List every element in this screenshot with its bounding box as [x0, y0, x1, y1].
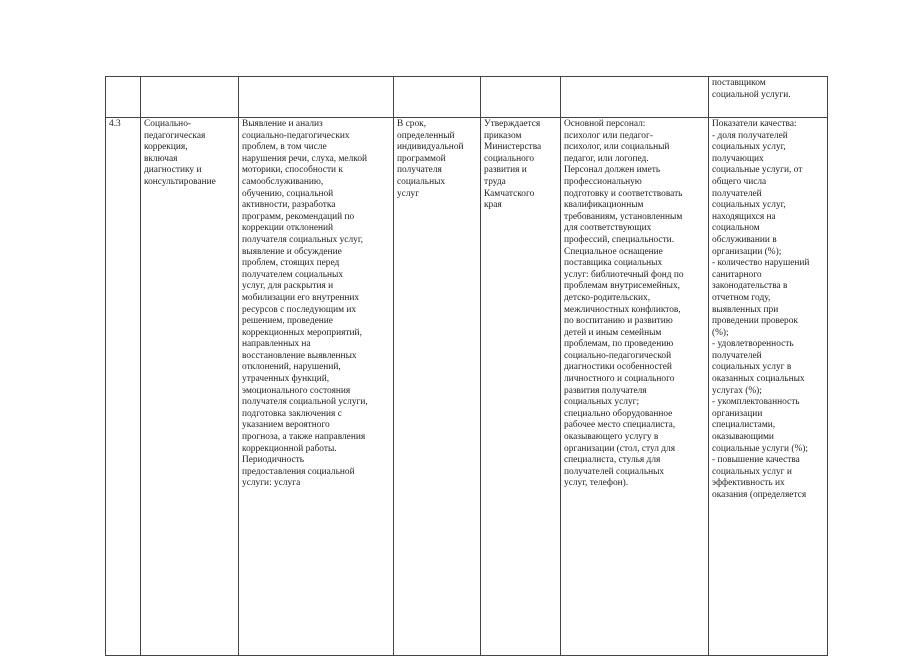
text-line: Показатели качества:	[712, 119, 797, 129]
text-line: организации	[712, 408, 763, 419]
text-line: получателя	[397, 165, 442, 176]
service-name-cell	[141, 118, 239, 656]
cell-lines	[564, 119, 705, 490]
text-line: детско-родительских,	[564, 292, 651, 303]
text-line: В срок,	[397, 119, 427, 129]
text-line: нарушения речи, слуха, мелкой	[242, 153, 368, 164]
text-line: включая	[144, 153, 178, 164]
text-line: - количество нарушений	[712, 258, 810, 269]
text-line: Утверждается	[484, 119, 541, 129]
cell-lines	[484, 119, 557, 212]
text-line: приказом	[484, 130, 522, 141]
text-line: социальных услуг в	[712, 362, 792, 373]
text-line: профессий, специальности.	[564, 234, 675, 245]
text-line: получателей	[712, 350, 762, 361]
text-line: рабочее место специалиста,	[564, 420, 676, 431]
text-line: получателя социальных услуг,	[242, 234, 363, 245]
text-line: услугах (%);	[712, 385, 762, 396]
cell-lines	[144, 119, 235, 189]
text-line: социальных услуг,	[712, 142, 786, 153]
cell-empty	[141, 77, 239, 118]
text-line: проблем, в том числе	[242, 142, 327, 153]
text-line: психолог, или социальный	[564, 142, 670, 153]
text-line: подготовка заключения с	[242, 408, 342, 419]
text-line: профессиональную	[564, 176, 642, 187]
text-line: коррекция,	[144, 142, 188, 153]
text-line: утраченных функций,	[242, 374, 330, 385]
text-line: активности, разработка	[242, 200, 336, 211]
text-line: специалистами,	[712, 420, 776, 431]
text-line: социальных услуг,	[712, 200, 786, 211]
cell-empty	[239, 77, 394, 118]
text-line: коррекционных мероприятий,	[242, 327, 362, 338]
text-line: - удовлетворенность	[712, 339, 794, 350]
text-line: поставщика социальных	[564, 258, 663, 269]
text-line: края	[484, 200, 502, 211]
service-description-cell	[239, 118, 394, 656]
text-line: Социально-	[144, 119, 191, 129]
text-line: Камчатского	[484, 188, 535, 199]
text-line: проблемам внутрисемейных,	[564, 281, 681, 292]
cell-quality-continued	[709, 77, 828, 118]
text-line: социальной услуги.	[712, 89, 791, 100]
text-line: проблемам, по проведению	[564, 339, 674, 350]
text-line: прогноза, а также направления	[242, 432, 366, 443]
text-line: диагностики особенностей	[564, 362, 672, 373]
text-line: услуг, для раскрытия и	[242, 281, 334, 292]
text-line: поставщиком	[712, 78, 766, 88]
text-line: получателя социальной услуги,	[242, 397, 368, 408]
text-line: проблем, стоящих перед	[242, 258, 340, 269]
text-line: ресурсов с последующим их	[242, 304, 357, 315]
cell-lines	[242, 119, 390, 490]
text-line: коррекции отклонений	[242, 223, 334, 234]
cell-lines	[397, 119, 477, 200]
text-line: обслуживании в	[712, 234, 777, 245]
text-line: организации (стол, стул для	[564, 443, 676, 454]
text-line: оказанных социальных	[712, 374, 805, 385]
text-line: социального	[484, 153, 535, 164]
text-line: индивидуальной	[397, 142, 464, 153]
text-line: предоставления социальной	[242, 466, 355, 477]
text-line: самообслуживанию,	[242, 176, 324, 187]
text-line: Основной персонал:	[564, 119, 646, 129]
text-line: квалификационным	[564, 200, 644, 211]
text-line: отклонений, нарушений,	[242, 362, 341, 373]
text-line: коррекционной работы.	[242, 443, 337, 454]
text-line: социально-педагогической	[564, 350, 672, 361]
text-line: мобилизации его внутренних	[242, 292, 360, 303]
text-line: специально оборудованное	[564, 408, 673, 419]
text-line: обучению, социальной	[242, 188, 334, 199]
text-line: развития и	[484, 165, 527, 176]
text-line: решением, проведение	[242, 316, 333, 327]
text-line: находящихся на	[712, 211, 776, 222]
text-line: Специальное оснащение	[564, 246, 663, 257]
table-row-4-3	[106, 118, 828, 656]
text-line: развития получателя	[564, 385, 647, 396]
text-line: санитарного	[712, 269, 762, 280]
cell-empty	[561, 77, 709, 118]
text-line: проведении проверок	[712, 316, 798, 327]
text-line: Периодичность	[242, 455, 305, 466]
text-line: получающих	[712, 153, 764, 164]
text-line: подготовку и соответствовать	[564, 188, 683, 199]
text-line: консультирование	[144, 176, 216, 187]
text-line: Персонал должен иметь	[564, 165, 661, 176]
text-line: оказывающего услугу в	[564, 432, 659, 443]
text-line: педагог, или логопед.	[564, 153, 649, 164]
text-line: - доля получателей	[712, 130, 788, 141]
text-line: Министерства	[484, 142, 542, 153]
text-line: психолог или педагог-	[564, 130, 653, 141]
text-line: для соответствующих	[564, 223, 652, 234]
text-line: диагностику и	[144, 165, 202, 176]
text-line: труда	[484, 176, 506, 187]
text-line: специалиста, стулья для	[564, 455, 661, 466]
text-line: указанием вероятного	[242, 420, 330, 431]
table-row-continued	[106, 77, 828, 118]
text-line: услуг: библиотечный фонд по	[564, 269, 684, 280]
text-line: по воспитанию и развитию	[564, 316, 673, 327]
text-line: направленных на	[242, 339, 311, 350]
text-line: оказания (определяется	[712, 490, 807, 500]
text-line: программой	[397, 153, 446, 164]
text-line: отчетном году,	[712, 292, 771, 303]
text-line: получателем социальных	[242, 269, 344, 280]
text-line: услуги: услуга	[242, 478, 301, 489]
text-line: межличностных конфликтов,	[564, 304, 681, 315]
services-table	[105, 76, 828, 656]
text-line: социальные услуги, от	[712, 165, 803, 176]
text-line: социальном	[712, 223, 760, 234]
text-line: моторики, способности к	[242, 165, 343, 176]
text-line: услуг, телефон).	[564, 478, 629, 489]
text-line: социальных услуг и	[712, 466, 792, 477]
service-conditions-cell	[561, 118, 709, 656]
text-line: Выявление и анализ	[242, 119, 323, 129]
quality-indicators-cell	[709, 118, 828, 656]
text-line: требованиям, установленным	[564, 211, 683, 222]
service-cost-cell	[481, 118, 561, 656]
text-line: социальных	[397, 176, 446, 187]
cell-empty	[394, 77, 481, 118]
text-line: общего числа	[712, 176, 767, 187]
cell-empty	[481, 77, 561, 118]
text-line: определенный	[397, 130, 455, 141]
cell-lines	[712, 78, 824, 101]
text-line: эффективность их	[712, 478, 785, 489]
text-line: получателей	[712, 188, 762, 199]
text-line: получателей социальных	[564, 466, 665, 477]
text-line: - повышение качества	[712, 455, 800, 466]
cell-empty	[106, 77, 141, 118]
text-line: выявление и обсуждение	[242, 246, 342, 257]
text-line: личностного и социального	[564, 374, 675, 385]
text-line: - укомплектованность	[712, 397, 800, 408]
text-line: программ, рекомендаций по	[242, 211, 355, 222]
text-line: детей и иным семейным	[564, 327, 662, 338]
text-line: (%);	[712, 327, 729, 338]
text-line: социальные услуги (%);	[712, 443, 808, 454]
text-line: организации (%);	[712, 246, 782, 257]
service-term-cell	[394, 118, 481, 656]
text-line: оказывающими	[712, 432, 774, 443]
text-line: законодательства в	[712, 281, 788, 292]
text-line: восстановление выявленных	[242, 350, 357, 361]
text-line: услуг	[397, 188, 420, 199]
row-number: 4.3	[106, 118, 141, 656]
text-line: социальных услуг;	[564, 397, 640, 408]
text-line: педагогическая	[144, 130, 206, 141]
text-line: эмоционального состояния	[242, 385, 351, 396]
text-line: выявленных при	[712, 304, 779, 315]
cell-lines	[712, 119, 824, 502]
text-line: социально-педагогических	[242, 130, 350, 141]
